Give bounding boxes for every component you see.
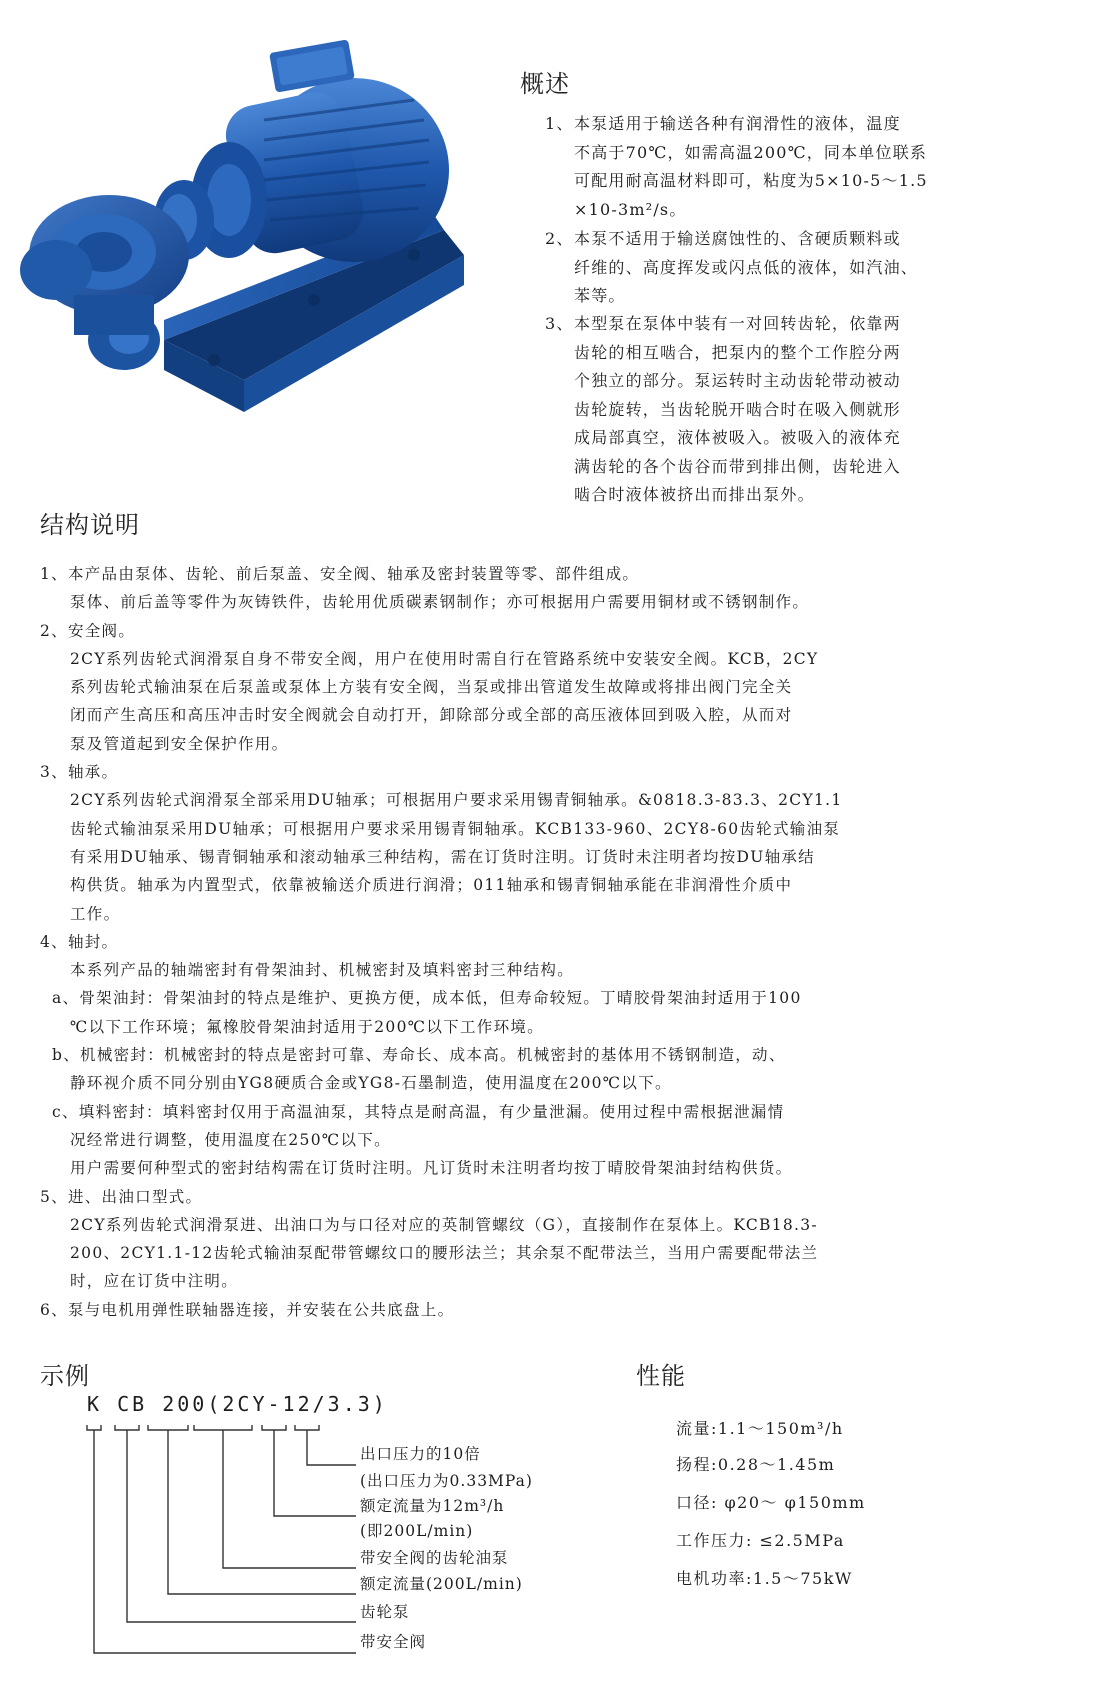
structure-line: 齿轮式输油泵采用DU轴承；可根据用户要求采用锡青铜轴承。KCB133-960、2CY8-60齿轮式输油泵 xyxy=(70,819,841,838)
overview-item-line: 纤维的、高度挥发或闪点低的液体，如汽油、 xyxy=(574,257,919,277)
structure-line: 泵体、前后盖等零件为灰铸铁件，齿轮用优质碳素钢制作；亦可根据用户需要用铜材或不锈钢制作。 xyxy=(70,593,810,612)
structure-line: 2、安全阀。 xyxy=(40,621,136,640)
structure-line: b、机械密封：机械密封的特点是密封可靠、寿命长、成本高。机械密封的基体用不锈钢制造，动、 xyxy=(52,1046,786,1065)
structure-line: 2CY系列齿轮式润滑泵进、出油口为与口径对应的英制管螺纹（G），直接制作在泵体上。KCB18.3- xyxy=(70,1215,818,1234)
performance-item: 口径: φ20～ φ150mm xyxy=(676,1493,866,1512)
structure-line: 3、轴承。 xyxy=(40,763,119,782)
model-code-label: 齿轮泵 xyxy=(360,1603,410,1621)
structure-line: 本系列产品的轴端密封有骨架油封、机械密封及填料密封三种结构。 xyxy=(70,961,575,980)
performance-item: 电机功率:1.5～75kW xyxy=(676,1569,853,1588)
structure-line: 有采用DU轴承、锡青铜轴承和滚动轴承三种结构，需在订货时注明。订货时未注明者均按DU轴承结 xyxy=(70,847,815,866)
structure-title: 结构说明 xyxy=(40,511,140,539)
overview-item-line: 啮合时液体被挤出而排出泵外。 xyxy=(574,485,815,504)
overview-item xyxy=(545,110,998,224)
structure-line: 用户需要何种型式的密封结构需在订货时注明。凡订货时未注明者均按丁晴胶骨架油封结构供货。 xyxy=(70,1159,793,1178)
overview-item-line: 本型泵在泵体中装有一对回转齿轮，依靠两 xyxy=(574,314,901,333)
overview-item-line: 本泵适用于输送各种有润滑性的液体，温度 xyxy=(574,114,901,133)
overview-item-number: 1、 xyxy=(545,114,574,133)
structure-line: 1、本产品由泵体、齿轮、前后泵盖、安全阀、轴承及密封装置等零、部件组成。 xyxy=(40,565,640,583)
structure-line: 系列齿轮式输油泵在后泵盖或泵体上方装有安全阀，当泵或排出管道发生故障或将排出阀门完全关 xyxy=(70,678,793,697)
overview-item-line: 齿轮的相互啮合，把泵内的整个工作腔分两 xyxy=(574,342,901,362)
overview-item-line: 苯等。 xyxy=(574,286,626,305)
model-code-label: (即200L/min) xyxy=(360,1522,474,1540)
structure-line: 况经常进行调整，使用温度在250℃以下。 xyxy=(70,1130,391,1149)
structure-line: 200、2CY1.1-12齿轮式输油泵配带管螺纹口的腰形法兰；其余泵不配带法兰，当用户需要配带法兰 xyxy=(70,1244,819,1263)
structure-line: ℃以下工作环境；氟橡胶骨架油封适用于200℃以下工作环境。 xyxy=(70,1017,544,1036)
overview-item-line: 齿轮旋转，当齿轮脱开啮合时在吸入侧就形 xyxy=(574,399,901,419)
structure-line: c、填料密封：填料密封仅用于高温油泵，其特点是耐高温，有少量泄漏。使用过程中需根据泄漏情 xyxy=(52,1102,785,1121)
overview-item xyxy=(545,310,998,510)
overview-item-number: 2、 xyxy=(545,229,574,248)
structure-line: 2CY系列齿轮式润滑泵自身不带安全阀，用户在使用时需自行在管路系统中安装安全阀。KCB，2CY xyxy=(70,649,819,668)
model-code-label: 额定流量(200L/min) xyxy=(360,1575,523,1593)
structure-line: a、骨架油封：骨架油封的特点是维护、更换方便，成本低，但寿命较短。丁晴胶骨架油封适用于100 xyxy=(52,989,802,1008)
structure-line: 泵及管道起到安全保护作用。 xyxy=(70,734,289,753)
structure-line: 工作。 xyxy=(70,904,121,923)
overview-item-line: 满齿轮的各个齿谷而带到排出侧，齿轮进入 xyxy=(574,456,901,476)
model-code: K CB 200(2CY-12/3.3) xyxy=(87,1392,388,1416)
structure-line: 4、轴封。 xyxy=(40,932,119,951)
overview-item-line: 成局部真空，液体被吸入。被吸入的液体充 xyxy=(574,428,901,447)
performance-title: 性能 xyxy=(636,1362,686,1390)
overview-item-line: 不高于70℃，如需高温200℃，同本单位联系 xyxy=(574,142,928,162)
model-code-label: 出口压力的10倍 xyxy=(360,1445,481,1463)
example-title: 示例 xyxy=(40,1362,90,1390)
overview-title: 概述 xyxy=(520,70,570,98)
overview-item-line: 个独立的部分。泵运转时主动齿轮带动被动 xyxy=(574,371,901,390)
structure-line: 闭而产生高压和高压冲击时安全阀就会自动打开，卸除部分或全部的高压液体回到吸入腔，从而对 xyxy=(70,706,793,725)
overview-item-line: 本泵不适用于输送腐蚀性的、含硬质颗料或 xyxy=(574,229,901,248)
model-code-label: 额定流量为12m³/h xyxy=(360,1497,505,1515)
model-code-label: (出口压力为0.33MPa) xyxy=(360,1472,533,1490)
pump-body-shape xyxy=(20,195,189,370)
structure-description xyxy=(40,560,1060,1324)
overview-item-line: 可配用耐高温材料即可，粘度为5×10-5～1.5 xyxy=(574,171,928,190)
structure-line: 6、泵与电机用弹性联轴器连接，并安装在公共底盘上。 xyxy=(40,1300,455,1319)
overview-item-line: ×10-3m²/s。 xyxy=(574,199,687,219)
overview-item xyxy=(545,225,998,311)
structure-line: 5、进、出油口型式。 xyxy=(40,1187,203,1206)
structure-line: 构供货。轴承为内置型式，依靠被输送介质进行润滑；011轴承和锡青铜轴承能在非润滑性介质中 xyxy=(70,876,793,895)
performance-item: 工作压力: ≤2.5MPa xyxy=(676,1531,845,1550)
overview-item-number: 3、 xyxy=(545,314,574,333)
structure-line: 时，应在订货中注明。 xyxy=(70,1272,239,1291)
structure-line: 2CY系列齿轮式润滑泵全部采用DU轴承；可根据用户要求采用锡青铜轴承。&0818.3-83.3、2CY1.1 xyxy=(70,791,843,810)
model-code-label: 带安全阀的齿轮油泵 xyxy=(360,1549,509,1567)
performance-item: 扬程:0.28～1.45m xyxy=(676,1455,836,1474)
motor-shape xyxy=(191,40,449,262)
gear-pump-image xyxy=(14,40,484,460)
structure-line: 静环视介质不同分别由YG8硬质合金或YG8-石墨制造，使用温度在200℃以下。 xyxy=(70,1074,672,1093)
performance-item: 流量:1.1～150m³/h xyxy=(676,1419,844,1438)
model-code-label: 带安全阀 xyxy=(360,1633,427,1651)
